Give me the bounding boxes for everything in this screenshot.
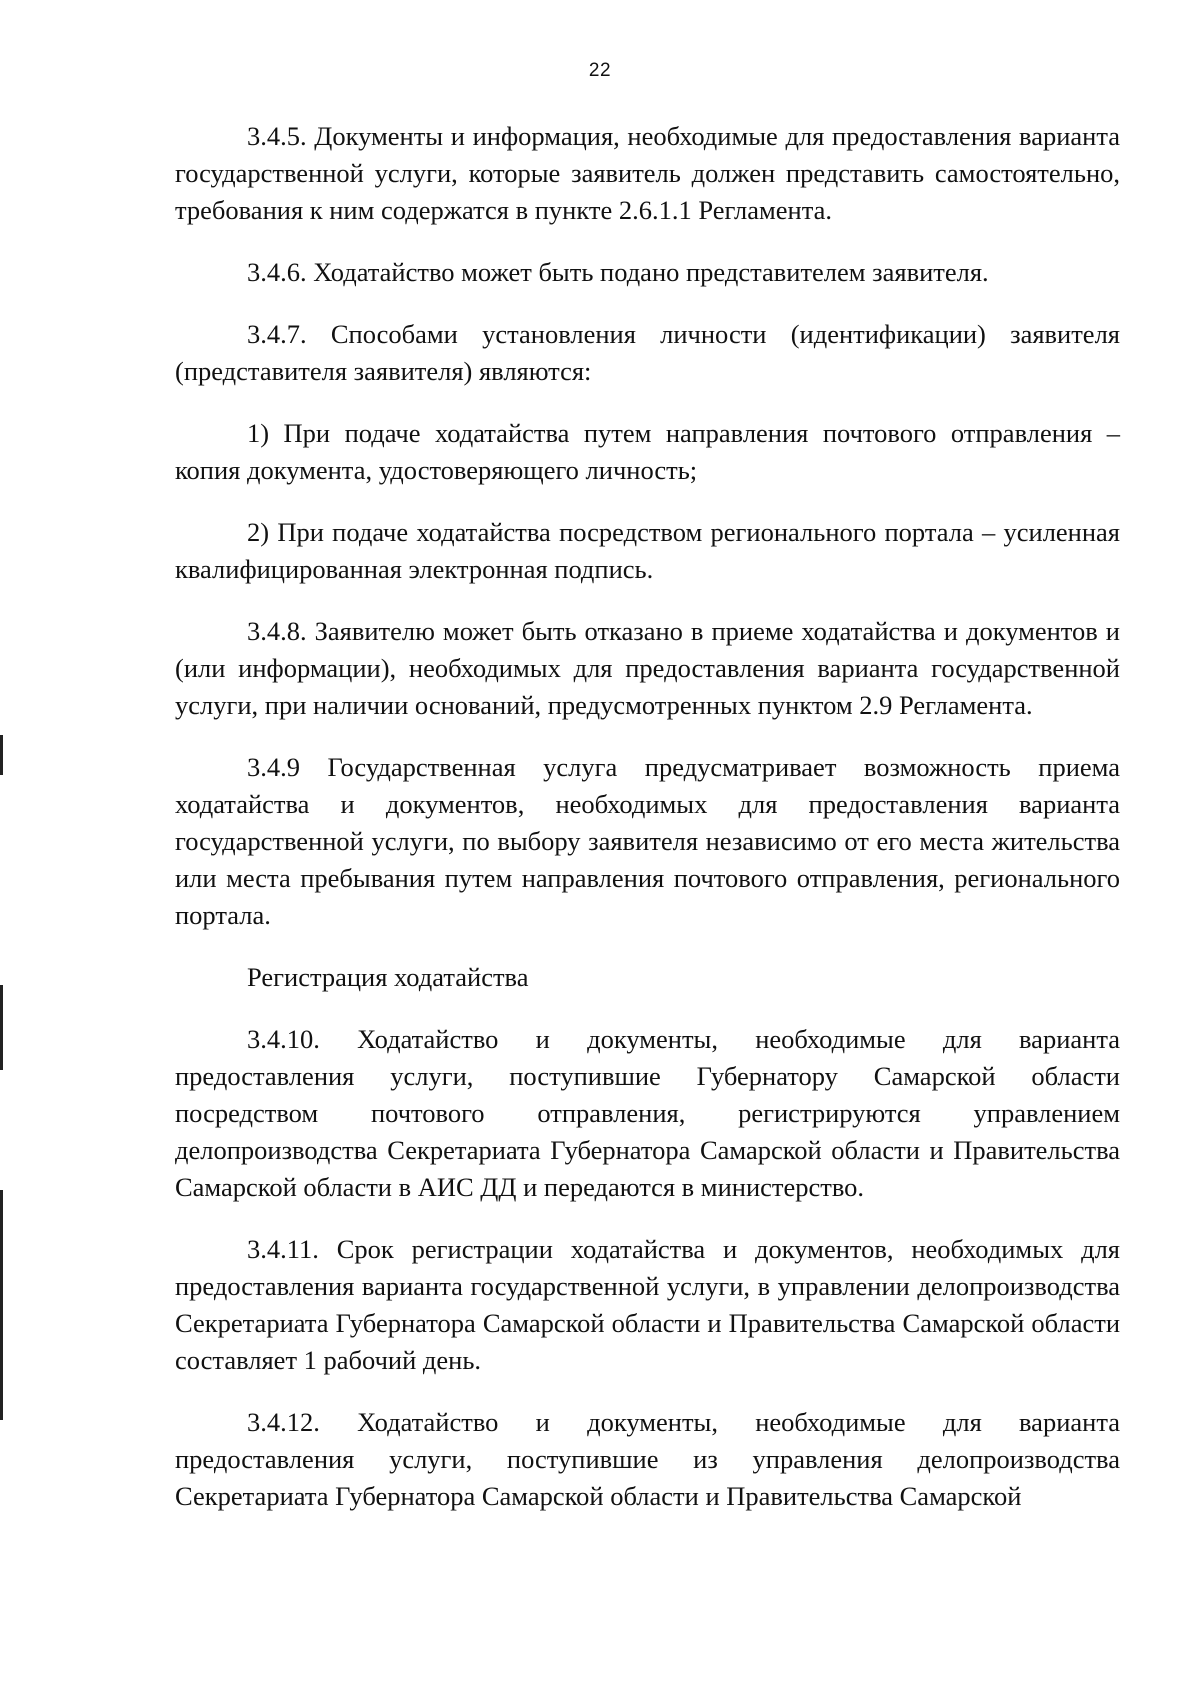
scan-edge-mark [0, 1190, 3, 1420]
scan-edge-mark [0, 735, 3, 775]
paragraph-3-4-6: 3.4.6. Ходатайство может быть подано представителем заявителя. [247, 257, 989, 287]
paragraph-3-4-11: 3.4.11. Срок регистрации ходатайства и документов, необходимых для предоставления варианта государственной услуги, в управлении делопроизводства Секретариата Губернатора Самарской области и Правительства Самарской области составляет 1 рабочий день. [175, 1234, 1120, 1375]
scan-edge-mark [0, 985, 3, 1070]
paragraph-3-4-10: 3.4.10. Ходатайство и документы, необходимые для варианта предоставления услуги, поступившие Губернатору Самарской области посредством почтового отправления, регистрируются управлением делопроизводства Секретариата Губернатора Самарской области и Правительства Самарской области в АИС ДД и передаются в министерство. [175, 1024, 1120, 1202]
paragraph-3-4-7: 3.4.7. Способами установления личности (идентификации) заявителя (представителя заявителя) являются: [175, 319, 1120, 386]
list-item-2: 2) При подаче ходатайства посредством регионального портала – усиленная квалифицированная электронная подпись. [175, 517, 1120, 584]
page-number: 22 [588, 60, 612, 81]
paragraph-3-4-9: 3.4.9 Государственная услуга предусматривает возможность приема ходатайства и документов, необходимых для предоставления варианта государственной услуги, по выбору заявителя независимо от его места жительства или места пребывания путем направления почтового отправления, регионального портала. [175, 752, 1120, 930]
paragraph-3-4-5: 3.4.5. Документы и информация, необходимые для предоставления варианта государственной услуги, которые заявитель должен представить самостоятельно, требования к ним содержатся в пункте 2.6.1.1 Регламента. [175, 121, 1120, 225]
list-item-1: 1) При подаче ходатайства путем направления почтового отправления – копия документа, удостоверяющего личность; [175, 418, 1120, 485]
paragraph-3-4-8: 3.4.8. Заявителю может быть отказано в приеме ходатайства и документов и (или информации), необходимых для предоставления варианта государственной услуги, при наличии оснований, предусмотренных пунктом 2.9 Регламента. [175, 616, 1120, 720]
paragraph-3-4-12: 3.4.12. Ходатайство и документы, необходимые для варианта предоставления услуги, поступившие из управления делопроизводства Секретариата Губернатора Самарской области и Правительства Самарской [175, 1407, 1120, 1511]
document-body [175, 118, 1120, 1540]
section-heading: Регистрация ходатайства [247, 962, 529, 992]
